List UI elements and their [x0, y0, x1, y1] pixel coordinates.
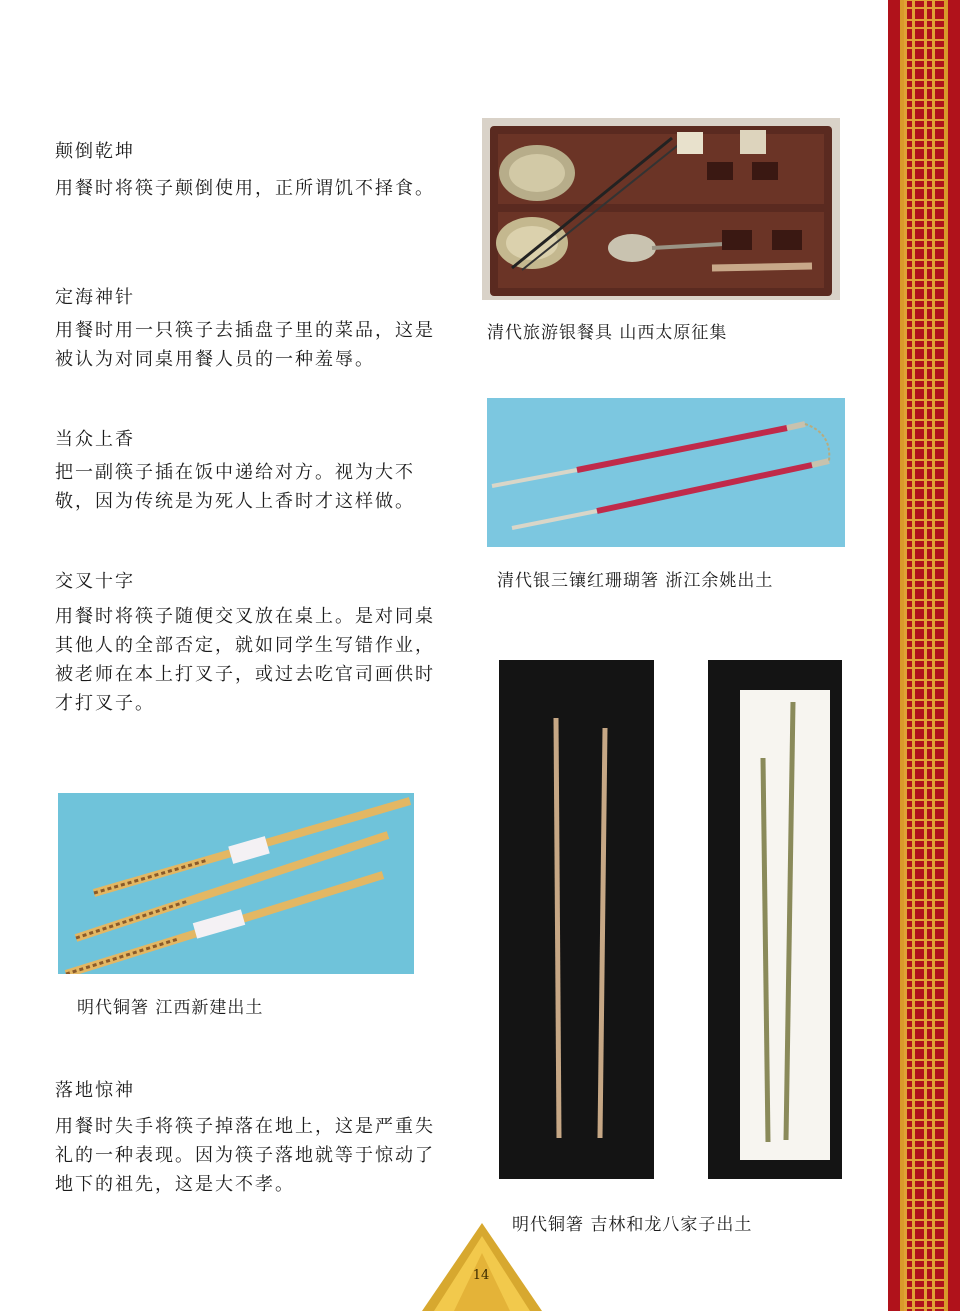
photo-copper-chopsticks-jilin-b — [708, 660, 842, 1179]
page-number-ornament — [412, 1218, 552, 1311]
section-text: 用餐时用一只筷子去插盘子里的菜品，这是被认为对同桌用餐人员的一种羞辱。 — [55, 320, 435, 370]
photo-copper-chopsticks-jiangxi — [58, 793, 414, 974]
section-text: 用餐时将筷子随便交叉放在桌上。是对同桌其他人的全部否定，就如同学生写错作业，被老师在本上打叉子，或过去吃官司画供时才打叉子。 — [55, 606, 435, 714]
section-text: 把一副筷子插在饭中递给对方。视为大不敬，因为传统是为死人上香时才这样做。 — [55, 462, 415, 512]
section-title: 定海神针 — [55, 287, 135, 308]
section-text: 用餐时失手将筷子掉落在地上，这是严重失礼的一种表现。因为筷子落地就等于惊动了地下的祖先，这是大不孝。 — [55, 1116, 435, 1195]
photo-silver-tableware — [482, 118, 840, 300]
photo-caption: 清代旅游银餐具 山西太原征集 — [487, 323, 728, 343]
photo-caption: 清代银三镶红珊瑚箸 浙江余姚出土 — [497, 571, 774, 591]
photo-caption: 明代铜箸 吉林和龙八家子出土 — [512, 1215, 753, 1235]
decorative-border — [888, 0, 960, 1311]
page-number: 14 — [472, 1268, 490, 1283]
section-title: 当众上香 — [55, 429, 135, 450]
section-title: 交叉十字 — [55, 571, 135, 592]
section-text: 用餐时将筷子颠倒使用，正所谓饥不择食。 — [55, 178, 435, 199]
section-title: 落地惊神 — [55, 1080, 135, 1101]
meander-pattern — [904, 0, 944, 1311]
photo-caption: 明代铜箸 江西新建出土 — [77, 998, 264, 1018]
photo-copper-chopsticks-jilin-a — [499, 660, 654, 1179]
section-title: 颠倒乾坤 — [55, 141, 135, 162]
border-edge — [944, 0, 948, 1311]
photo-coral-chopsticks — [487, 398, 845, 547]
